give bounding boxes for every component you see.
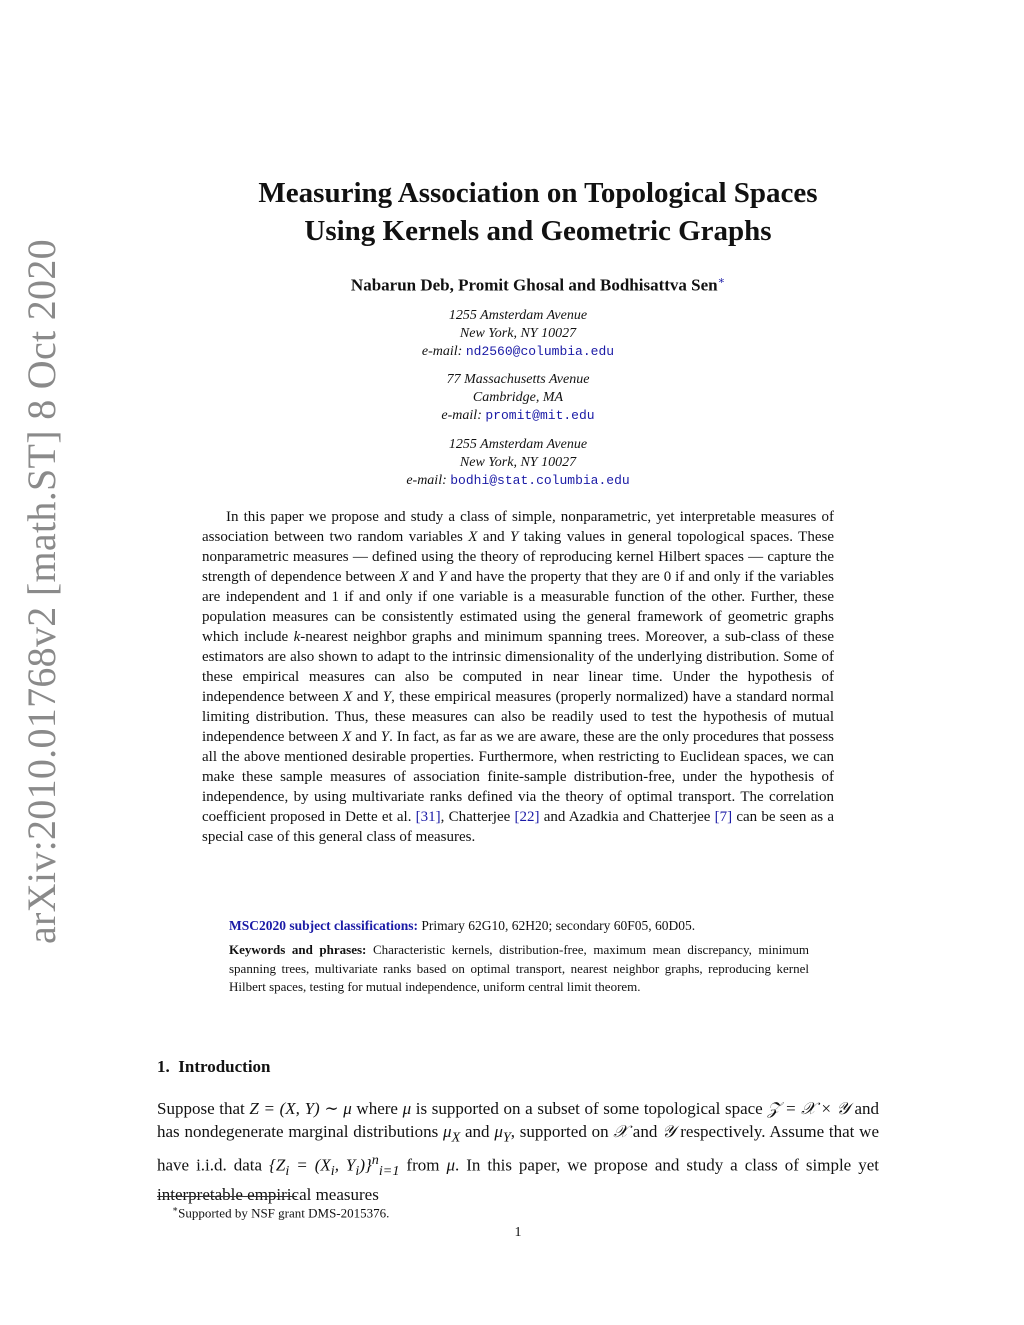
abstract-text: In this paper we propose and study a class of simple, nonparametric, yet interpretable measures of association between two random variables [202,509,834,545]
math-variable: k [293,629,301,645]
math-expression: μ [402,1099,412,1118]
math-expression: μ [494,1122,503,1141]
keywords-text: Characteristic kernels, distribution-free, maximum mean discrepancy, minimum spanning trees, multivariate ranks based on optimal transport, nearest neighbor graphs, reproducing kernel Hilbert spaces, testing for mutual independence, uniform central limit theorem. [229,942,809,994]
math-subscript: i [330,1163,335,1180]
affiliation-address-line-1: 77 Massachusetts Avenue [446,372,590,387]
body-text: and has nondegenerate marginal distributions [157,1099,879,1141]
abstract-text: and Azadkia and Chatterjee [539,809,715,825]
abstract-text: and have the property that they are 0 if and only if the variables are independent and 1 if and only if one variable is a measurable function of the other. Further, these population measures can be consistently estimated using the general framework of geometric graphs which include [202,569,834,645]
paper-title [140,174,936,250]
math-variable: X [399,569,409,585]
footnote-mark: ∗ [172,1204,179,1214]
math-subscript: i=1 [378,1163,400,1180]
body-text: is supported on a subset of some topological space [411,1099,768,1118]
affiliation-3 [300,436,736,490]
abstract-text: , these empirical measures (properly normalized) have a standard normal limiting distribution. Thus, these measures can also be readily used to test the hypothesis of mutual independence between [202,689,834,745]
math-expression: )} [359,1156,372,1176]
affiliation-address-line-1: 1255 Amsterdam Avenue [448,437,588,452]
footnote-divider [157,1196,297,1197]
section-number: 1. [157,1057,170,1076]
email-link[interactable]: bodhi@stat.columbia.edu [450,473,630,488]
body-text: . In this paper, we propose and study a class of simple yet interpretable empirical measures [157,1156,879,1205]
email-label: e-mail: [441,408,482,423]
math-expression: μ [443,1122,452,1141]
abstract-text: can be seen as a special case of this general class of measures. [202,809,834,845]
citation-link[interactable]: [7] [714,809,733,825]
math-subscript: i [355,1163,360,1180]
keywords [229,941,809,997]
math-superscript: n [371,1152,379,1169]
footnote-text: Supported by NSF grant DMS-2015376. [178,1205,390,1221]
affiliation-address-line-1: 1255 Amsterdam Avenue [448,308,588,323]
math-variable: X [343,689,353,705]
math-variable: Y [438,569,447,585]
abstract-text: and [408,569,439,585]
author-names: Nabarun Deb, Promit Ghosal and Bodhisattva Sen [350,275,718,295]
math-variable: Y [380,729,390,745]
body-text: from [399,1156,447,1176]
email-link[interactable]: nd2560@columbia.edu [465,344,615,359]
author-footnote-link[interactable]: ∗ [717,275,726,287]
math-variable: Y [510,529,519,545]
affiliation-1 [300,307,736,361]
abstract [202,507,834,847]
abstract-text: . In fact, as far as we are aware, these are the only procedures that possess all the above mentioned desirable properties. Furthermore, when restricting to Euclidean spaces, we can make these sample measures of association finite-sample distribution-free, under the hypothesis of independence, by using multivariate ranks defined via the theory of optimal transport. The correlation coefficient proposed in Dette et al. [202,729,834,825]
msc-classifications [229,917,809,935]
math-expression: {Z [269,1156,286,1176]
math-expression: = (X [289,1156,331,1176]
math-variable: X [468,529,478,545]
body-text: and [628,1122,663,1141]
section-heading [157,1056,271,1078]
section-title: Introduction [178,1057,271,1076]
footnote [172,1201,389,1221]
math-subscript: X [451,1129,461,1146]
keywords-label: Keywords and phrases: [229,942,367,957]
author-list [140,270,936,297]
body-text: , supported on [510,1122,614,1141]
paper-title-line-1: Measuring Association on Topological Spaces [258,177,818,209]
math-expression: 𝒴 [662,1122,676,1141]
math-expression: Z = (X, Y) ∼ μ [249,1099,352,1118]
math-variable: Y [382,689,392,705]
affiliation-address-line-2: New York, NY 10027 [459,326,577,341]
arxiv-identifier-stamp: arXiv:2010.01768v2 [math.ST] 8 Oct 2020 [19,239,64,944]
math-expression: , Y [334,1156,356,1176]
abstract-text: and [351,729,381,745]
math-expression: 𝒵 = 𝒳 × 𝒴 [767,1099,850,1118]
citation-link[interactable]: [22] [514,809,540,825]
abstract-text: taking values in general topological spaces. These nonparametric measures — defined using the theory of reproducing kernel Hilbert spaces — capture the strength of dependence between [202,529,834,585]
math-subscript: i [285,1163,290,1180]
affiliation-2 [300,371,736,425]
math-expression: μ [446,1156,455,1176]
abstract-text: and [477,529,511,545]
email-label: e-mail: [421,344,463,359]
citation-link[interactable]: [31] [415,809,441,825]
body-text: where [351,1099,403,1118]
msc-label-link[interactable]: MSC2020 subject classifications: [229,918,418,933]
page-number: 1 [514,1225,522,1240]
body-text: respectively. Assume that we have i.i.d. data [157,1122,879,1176]
affiliation-address-line-2: Cambridge, MA [472,390,564,405]
math-subscript: Y [502,1129,511,1146]
email-label: e-mail: [406,473,447,488]
body-text: Suppose that [157,1099,250,1118]
math-expression: 𝒳 [613,1122,629,1141]
abstract-text: and [352,689,383,705]
paper-title-line-2: Using Kernels and Geometric Graphs [304,215,772,247]
math-variable: X [342,729,352,745]
msc-text: Primary 62G10, 62H20; secondary 60F05, 60D05. [418,918,696,933]
abstract-text: -nearest neighbor graphs and minimum spanning trees. Moreover, a sub-class of these estimators are also shown to adapt to the intrinsic dimensionality of the underlying distribution. Some of these empirical measures can also be computed in near linear time. Under the hypothesis of independence between [202,629,834,705]
introduction-paragraph [157,1097,879,1206]
body-text: and [460,1122,495,1141]
affiliation-address-line-2: New York, NY 10027 [459,455,577,470]
abstract-text: , Chatterjee [440,809,515,825]
email-link[interactable]: promit@mit.edu [485,408,595,423]
